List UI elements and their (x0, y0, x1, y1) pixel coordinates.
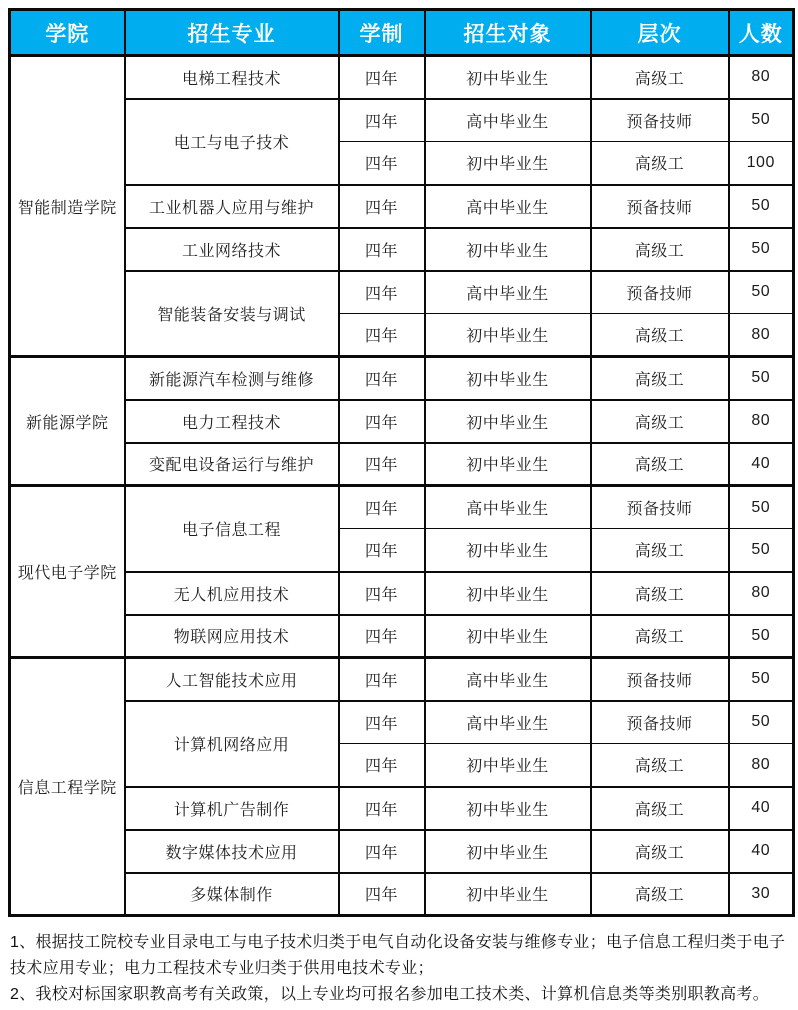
table-row (10, 228, 794, 271)
level-cell: 高级工 (591, 142, 729, 185)
duration-cell: 四年 (339, 99, 425, 142)
college-cell: 现代电子学院 (10, 486, 125, 658)
target-cell: 初中毕业生 (425, 400, 591, 443)
major-cell: 工业网络技术 (125, 228, 339, 271)
level-cell: 预备技师 (591, 701, 729, 744)
footnotes (10, 930, 792, 1008)
level-cell: 预备技师 (591, 99, 729, 142)
duration-cell: 四年 (339, 56, 425, 99)
count-cell: 80 (729, 744, 794, 787)
table-row (10, 701, 794, 744)
target-cell: 初中毕业生 (425, 615, 591, 658)
level-cell: 高级工 (591, 529, 729, 572)
count-cell: 50 (729, 271, 794, 314)
major-cell: 电梯工程技术 (125, 56, 339, 99)
table-row (10, 99, 794, 142)
duration-cell: 四年 (339, 185, 425, 228)
count-cell: 80 (729, 56, 794, 99)
major-cell: 电子信息工程 (125, 486, 339, 572)
enrollment-table (8, 8, 795, 917)
duration-cell: 四年 (339, 529, 425, 572)
count-cell: 50 (729, 357, 794, 400)
table-row (10, 271, 794, 314)
level-cell: 预备技师 (591, 658, 729, 701)
col-header-level: 层次 (591, 10, 729, 56)
level-cell: 高级工 (591, 572, 729, 615)
target-cell: 初中毕业生 (425, 56, 591, 99)
count-cell: 50 (729, 185, 794, 228)
level-cell: 预备技师 (591, 185, 729, 228)
level-cell: 高级工 (591, 400, 729, 443)
duration-cell: 四年 (339, 615, 425, 658)
duration-cell: 四年 (339, 443, 425, 486)
major-cell: 智能装备安装与调试 (125, 271, 339, 357)
target-cell: 高中毕业生 (425, 701, 591, 744)
count-cell: 40 (729, 787, 794, 830)
target-cell: 初中毕业生 (425, 873, 591, 916)
level-cell: 高级工 (591, 830, 729, 873)
level-cell: 高级工 (591, 443, 729, 486)
duration-cell: 四年 (339, 228, 425, 271)
col-header-college: 学院 (10, 10, 125, 56)
duration-cell: 四年 (339, 701, 425, 744)
target-cell: 初中毕业生 (425, 529, 591, 572)
college-cell: 信息工程学院 (10, 658, 125, 916)
major-cell: 电工与电子技术 (125, 99, 339, 185)
table-row (10, 443, 794, 486)
table-row (10, 486, 794, 529)
count-cell: 100 (729, 142, 794, 185)
target-cell: 高中毕业生 (425, 658, 591, 701)
duration-cell: 四年 (339, 830, 425, 873)
major-cell: 电力工程技术 (125, 400, 339, 443)
enrollment-table-body (10, 56, 794, 916)
target-cell: 初中毕业生 (425, 443, 591, 486)
level-cell: 高级工 (591, 787, 729, 830)
table-row (10, 830, 794, 873)
level-cell: 高级工 (591, 357, 729, 400)
table-row (10, 658, 794, 701)
duration-cell: 四年 (339, 744, 425, 787)
table-row (10, 185, 794, 228)
table-row (10, 357, 794, 400)
table-row (10, 615, 794, 658)
target-cell: 高中毕业生 (425, 99, 591, 142)
duration-cell: 四年 (339, 787, 425, 830)
major-cell: 计算机网络应用 (125, 701, 339, 787)
count-cell: 50 (729, 701, 794, 744)
level-cell: 高级工 (591, 615, 729, 658)
count-cell: 50 (729, 99, 794, 142)
duration-cell: 四年 (339, 873, 425, 916)
count-cell: 30 (729, 873, 794, 916)
target-cell: 初中毕业生 (425, 744, 591, 787)
major-cell: 计算机广告制作 (125, 787, 339, 830)
level-cell: 高级工 (591, 314, 729, 357)
count-cell: 50 (729, 228, 794, 271)
duration-cell: 四年 (339, 658, 425, 701)
duration-cell: 四年 (339, 400, 425, 443)
target-cell: 初中毕业生 (425, 314, 591, 357)
count-cell: 50 (729, 658, 794, 701)
duration-cell: 四年 (339, 142, 425, 185)
target-cell: 高中毕业生 (425, 185, 591, 228)
level-cell: 高级工 (591, 56, 729, 99)
duration-cell: 四年 (339, 314, 425, 357)
col-header-target: 招生对象 (425, 10, 591, 56)
col-header-major: 招生专业 (125, 10, 339, 56)
count-cell: 50 (729, 529, 794, 572)
target-cell: 初中毕业生 (425, 572, 591, 615)
level-cell: 预备技师 (591, 486, 729, 529)
col-header-duration: 学制 (339, 10, 425, 56)
count-cell: 40 (729, 830, 794, 873)
target-cell: 初中毕业生 (425, 142, 591, 185)
duration-cell: 四年 (339, 572, 425, 615)
footnote-1: 1、根据技工院校专业目录电工与电子技术归类于电气自动化设备安装与维修专业；电子信息工程归类于电子技术应用专业；电力工程技术专业归类于供用电技术专业； (10, 934, 786, 977)
count-cell: 50 (729, 615, 794, 658)
target-cell: 高中毕业生 (425, 271, 591, 314)
major-cell: 数字媒体技术应用 (125, 830, 339, 873)
target-cell: 初中毕业生 (425, 830, 591, 873)
target-cell: 初中毕业生 (425, 787, 591, 830)
table-row (10, 787, 794, 830)
footnote-2: 2、我校对标国家职教高考有关政策，以上专业均可报名参加电工技术类、计算机信息类等类别职教高考。 (10, 986, 769, 1003)
table-header-row (10, 10, 794, 56)
duration-cell: 四年 (339, 271, 425, 314)
college-cell: 新能源学院 (10, 357, 125, 486)
target-cell: 高中毕业生 (425, 486, 591, 529)
major-cell: 多媒体制作 (125, 873, 339, 916)
college-cell: 智能制造学院 (10, 56, 125, 357)
table-row (10, 873, 794, 916)
count-cell: 80 (729, 314, 794, 357)
col-header-count: 人数 (729, 10, 794, 56)
table-row (10, 572, 794, 615)
major-cell: 人工智能技术应用 (125, 658, 339, 701)
target-cell: 初中毕业生 (425, 357, 591, 400)
level-cell: 高级工 (591, 228, 729, 271)
table-row (10, 400, 794, 443)
major-cell: 变配电设备运行与维护 (125, 443, 339, 486)
major-cell: 工业机器人应用与维护 (125, 185, 339, 228)
duration-cell: 四年 (339, 357, 425, 400)
major-cell: 物联网应用技术 (125, 615, 339, 658)
count-cell: 80 (729, 400, 794, 443)
target-cell: 初中毕业生 (425, 228, 591, 271)
major-cell: 新能源汽车检测与维修 (125, 357, 339, 400)
table-row (10, 56, 794, 99)
count-cell: 40 (729, 443, 794, 486)
count-cell: 80 (729, 572, 794, 615)
level-cell: 高级工 (591, 744, 729, 787)
count-cell: 50 (729, 486, 794, 529)
duration-cell: 四年 (339, 486, 425, 529)
level-cell: 预备技师 (591, 271, 729, 314)
level-cell: 高级工 (591, 873, 729, 916)
major-cell: 无人机应用技术 (125, 572, 339, 615)
